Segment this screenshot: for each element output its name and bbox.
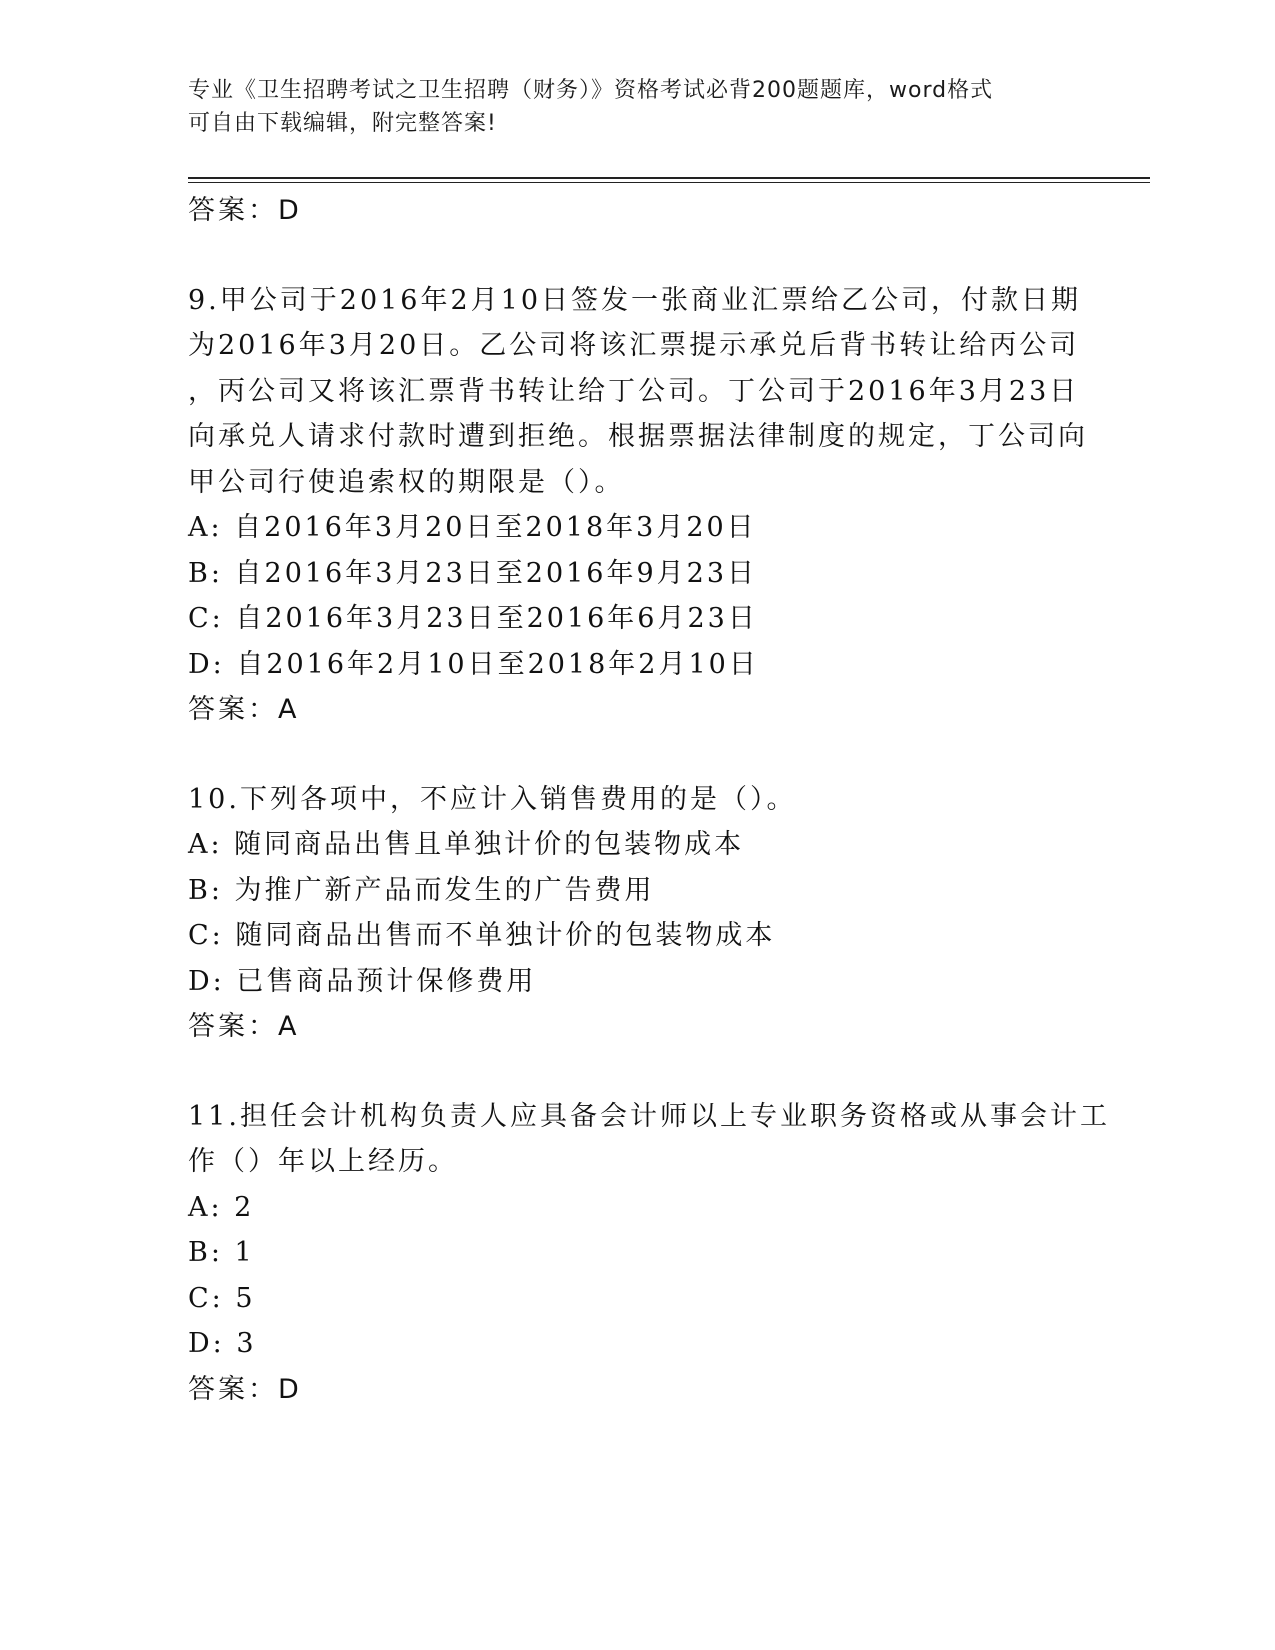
question-stem-line: 为2016年3月20日。乙公司将该汇票提示承兑后背书转让给丙公司 — [188, 330, 1080, 361]
spacer — [188, 1050, 1088, 1094]
header-rule-thick — [188, 177, 1150, 179]
option-a: A: 自2016年3月20日至2018年3月20日 — [188, 512, 757, 543]
option-a: A: 随同商品出售且单独计价的包装物成本 — [188, 829, 745, 860]
header-rule-thin — [188, 182, 1150, 183]
option-c: C: 随同商品出售而不单独计价的包装物成本 — [188, 920, 776, 951]
question-9 — [188, 278, 1088, 733]
option-c: C: 自2016年3月23日至2016年6月23日 — [188, 603, 758, 634]
option-b: B: 为推广新产品而发生的广告费用 — [188, 874, 655, 906]
option-c: C: 5 — [188, 1282, 256, 1314]
header-line-2: 可自由下载编辑，附完整答案! — [188, 111, 497, 136]
question-stem-line: 10.下列各项中，不应计入销售费用的是（）。 — [188, 783, 797, 815]
document-header — [188, 74, 1068, 140]
question-stem-line: 作（）年以上经历。 — [188, 1146, 458, 1177]
question-stem-line: 11.担任会计机构负责人应具备会计师以上专业职务资格或从事会计工 — [188, 1100, 1110, 1132]
question-10 — [188, 777, 1088, 1050]
option-d: D: 3 — [188, 1328, 257, 1359]
question-stem-line: 9.甲公司于2016年2月10日签发一张商业汇票给乙公司，付款日期 — [188, 284, 1082, 316]
option-d: D: 自2016年2月10日至2018年2月10日 — [188, 648, 759, 680]
option-b: B: 自2016年3月23日至2016年9月23日 — [188, 557, 758, 589]
spacer — [188, 733, 1088, 777]
question-stem-line: ，丙公司又将该汇票背书转让给丁公司。丁公司于2016年3月23日 — [188, 375, 1080, 407]
header-line-1: 专业《卫生招聘考试之卫生招聘（财务）》资格考试必背200题题库，word格式 — [188, 78, 994, 103]
answer: 答案：A — [188, 1011, 300, 1042]
option-b: B: 1 — [188, 1237, 255, 1268]
answer: 答案：A — [188, 694, 300, 725]
previous-answer: 答案：D — [188, 195, 302, 226]
option-a: A: 2 — [188, 1191, 255, 1223]
option-d: D: 已售商品预计保修费用 — [188, 965, 537, 997]
answer: 答案：D — [188, 1373, 302, 1405]
question-stem-line: 甲公司行使追索权的期限是（）。 — [188, 466, 625, 498]
spacer — [188, 234, 1088, 278]
question-11 — [188, 1094, 1110, 1413]
question-stem-line: 向承兑人请求付款时遭到拒绝。根据票据法律制度的规定，丁公司向 — [188, 421, 1088, 452]
question-content — [188, 188, 1110, 1412]
